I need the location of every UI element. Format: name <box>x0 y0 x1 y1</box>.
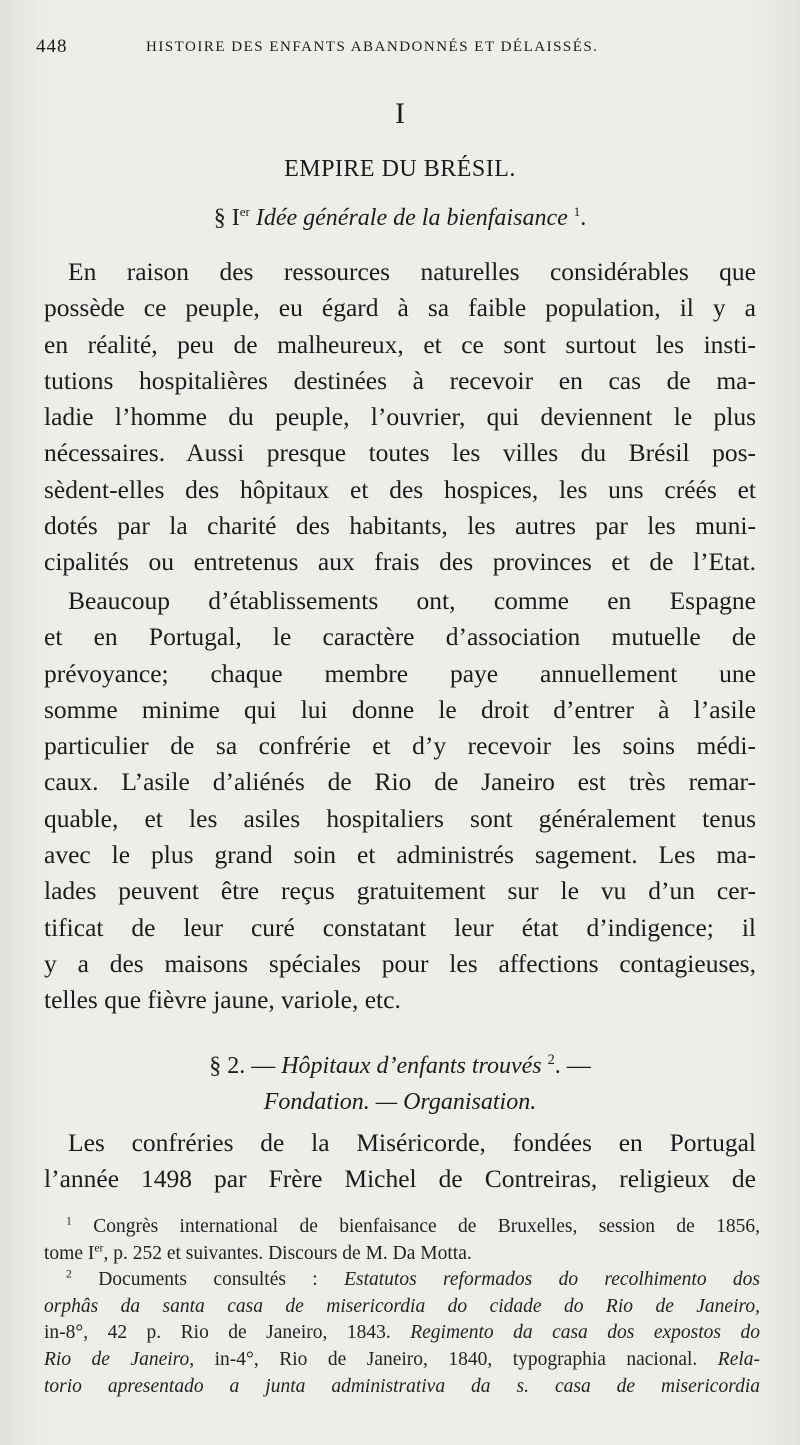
paragraph-3 <box>44 1125 756 1198</box>
text-line: lades peuvent être reçus gratuitement sur le vu d’un cer- <box>44 876 756 906</box>
paragraph-1 <box>44 254 756 581</box>
text-line: tutions hospitalières destinées à recevoir en cas de ma- <box>44 365 756 395</box>
text-line: l’année 1498 par Frère Michel de Contreiras, religieux de <box>44 1164 756 1194</box>
text-line: et en Portugal, le caractère d’association mutuelle de <box>44 622 756 652</box>
text-line: tificat de leur curé constatant leur état d’indigence; il <box>44 912 756 942</box>
text-line: en réalité, peu de malheureux, et ce sont surtout les insti- <box>44 329 756 359</box>
text-line: Beaucoup d’établissements ont, comme en Espagne <box>68 586 756 615</box>
section1-mark: § I <box>213 205 240 231</box>
footnote-2-title: Regimento da casa dos expostos do <box>410 1322 760 1344</box>
footnote-1-sup: er <box>94 1241 104 1255</box>
text-line: ladie l’homme du peuple, l’ouvrier, qui deviennent le plus <box>44 402 756 432</box>
text-line: possède ce peuple, eu égard à sa faible population, il y a <box>44 293 756 323</box>
text-line: caux. L’asile d’aliénés de Rio de Janeiro est très remar- <box>44 767 756 797</box>
footnote-ref-2: 2 <box>547 1052 555 1068</box>
footnote-1-text: Congrès international de bienfaisance de Bruxelles, session de 1856, <box>93 1216 761 1237</box>
text-line: somme minime qui lui donne le droit d’entrer à l’asile <box>44 694 756 724</box>
footnote-2-cont: torio apresentado a junta administrativa da s. casa de misericordia <box>44 1375 760 1397</box>
footnote-1 <box>44 1214 760 1241</box>
text-line: quable, et les asiles hospitaliers sont généralement tenus <box>44 803 756 833</box>
footnote-2-title: Rio de Janeiro, <box>44 1348 195 1370</box>
text-line: dotés par la charité des habitants, les autres par les muni- <box>44 511 756 541</box>
section2-title: Hôpitaux d’enfants trouvés <box>281 1053 542 1079</box>
section2-mark: § 2. — <box>209 1053 276 1079</box>
footnote-2-text: in-4°, Rio de Janeiro, 1840, typographia nacional. <box>214 1348 698 1370</box>
footnote-1-cont <box>44 1241 760 1268</box>
text-line: nécessaires. Aussi presque toutes les villes du Brésil pos- <box>44 438 756 468</box>
footnote-1-marker: 1 <box>66 1214 72 1228</box>
footnote-ref-1: 1 <box>573 204 581 219</box>
section2-heading <box>0 1048 800 1084</box>
footnote-2-text: in-8°, 42 p. Rio de Janeiro, 1843. <box>44 1322 391 1344</box>
footnote-2 <box>44 1267 760 1294</box>
running-title: HISTOIRE DES ENFANTS ABANDONNÉS ET DÉLAISSÉS. <box>146 39 599 55</box>
footnote-2-cont <box>44 1320 760 1347</box>
text-line: Les confréries de la Miséricorde, fondées en Portugal <box>68 1128 756 1157</box>
section2-subtitle: Fondation. — Organisation. <box>263 1089 537 1115</box>
footnote-2-marker: 2 <box>66 1267 72 1281</box>
text-line: En raison des ressources naturelles considérables que <box>68 257 756 286</box>
section1-title: Idée générale de la bienfaisance <box>255 205 568 231</box>
footnote-2-title: Rela- <box>717 1348 761 1370</box>
footnote-2-text: Documents consultés : <box>98 1269 318 1291</box>
text-line: prévoyance; chaque membre paye annuellement une <box>44 658 756 688</box>
page-header <box>36 36 760 64</box>
country-title: EMPIRE DU BRÉSIL. <box>284 156 516 182</box>
section1-heading <box>0 205 800 232</box>
section-number: I <box>395 97 405 130</box>
footnotes <box>44 1214 760 1400</box>
paragraph-2 <box>44 583 756 1019</box>
text-line: avec le plus grand soin et administrés sagement. Les ma- <box>44 840 756 870</box>
section1-end: . <box>580 205 587 231</box>
page-number: 448 <box>36 36 68 57</box>
text-line: y a des maisons spéciales pour les affections contagieuses, <box>44 948 756 978</box>
text-line: sèdent-elles des hôpitaux et des hospices, les uns créés et <box>44 474 756 504</box>
section1-mark-sup: er <box>239 204 250 219</box>
footnote-2-cont <box>44 1347 760 1374</box>
text-line: particulier de sa confrérie et d’y recevoir les soins médi- <box>44 731 756 761</box>
footnote-1-text: , p. 252 et suivantes. Discours de M. Da Motta. <box>103 1242 472 1264</box>
section2-dash: . — <box>554 1053 591 1079</box>
footnote-2-title: Estatutos reformados do recolhimento dos <box>344 1269 761 1291</box>
text-line: cipalités ou entretenus aux frais des provinces et de l’Etat. <box>44 547 756 577</box>
footnote-2-cont: orphâs da santa casa de misericordia do cidade do Rio de Janeiro, <box>44 1295 760 1317</box>
footnote-1-text: tome I <box>44 1242 95 1264</box>
text-line: telles que fièvre jaune, variole, etc. <box>44 985 401 1015</box>
